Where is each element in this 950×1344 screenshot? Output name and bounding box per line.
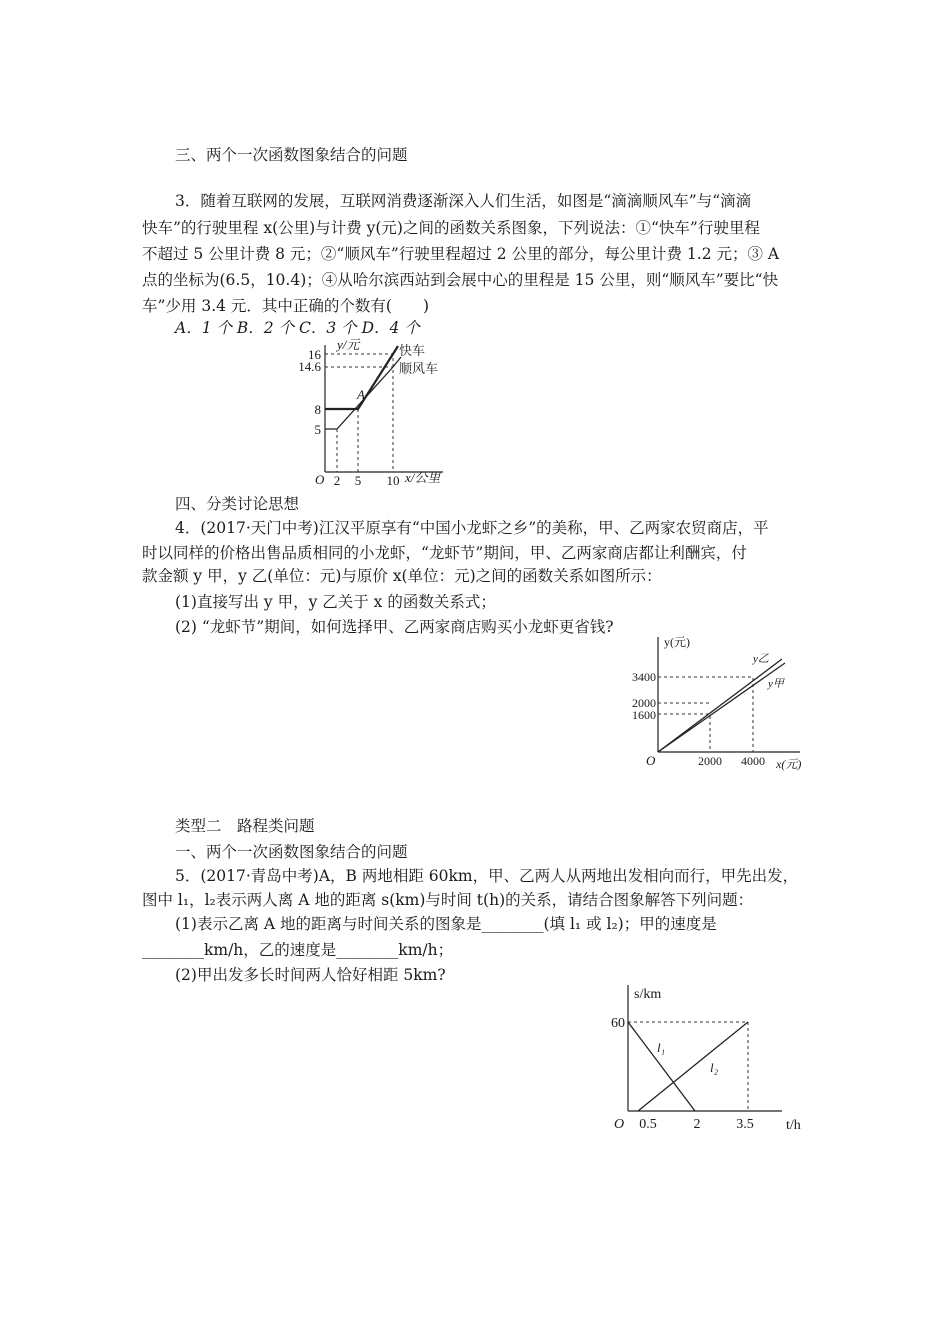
chart-distance-time	[600, 980, 820, 1140]
chart3-label-l1: l₁	[657, 1040, 666, 1055]
chart1-y-label: y/元	[337, 337, 360, 352]
chart3-x-tick: 2	[693, 1117, 701, 1132]
chart3-origin: O	[614, 1117, 625, 1132]
chart1-x-tick: 10	[386, 473, 400, 488]
chart3-x-tick: 0.5	[639, 1117, 657, 1132]
chart1-legend-fast: 快车	[399, 343, 426, 358]
q5-sub-2: (2)甲出发多长时间两人恰好相距 5km?	[175, 966, 446, 984]
chart1-y-tick: 16	[308, 347, 321, 362]
chart3-label-l2: l₂	[710, 1060, 719, 1075]
chart2-label-yi: y乙	[753, 653, 769, 665]
q4-line-3: 款金额 y 甲，y 乙(单位：元)与原价 x(单位：元)之间的函数关系如图所示：	[142, 567, 662, 585]
q4-sub-2: (2) “龙虾节”期间，如何选择甲、乙两家商店购买小龙虾更省钱?	[175, 618, 614, 636]
q3-line-5: 车”少用 3.4 元．其中正确的个数有( )	[142, 297, 430, 315]
q5-line-1: 5．(2017·青岛中考)A，B 两地相距 60km，甲、乙两人从两地出发相向而行，甲先出发，	[175, 867, 799, 885]
chart1-x-label: x/公里	[405, 470, 441, 485]
q3-line-2: 快车”的行驶里程 x(公里)与计费 y(元)之间的函数关系图象，下列说法：①“快车”行驶里程	[142, 219, 760, 237]
chart2-line-yi	[658, 659, 782, 752]
chart2-y-tick: 1600	[632, 708, 656, 722]
chart2-x-label: x(元)	[776, 757, 802, 771]
chart1-x-tick: 2	[333, 473, 341, 488]
chart1-origin: O	[315, 472, 325, 487]
chart3-guide-60	[628, 1022, 748, 1111]
chart2-line-jia	[658, 663, 785, 752]
chart2-y-label: y(元)	[664, 635, 690, 649]
chart1-y-tick: 8	[314, 402, 321, 417]
chart3-line-l2	[638, 1022, 748, 1111]
chart1-x-tick: 5	[354, 473, 362, 488]
q3-line-1: 3．随着互联网的发展，互联网消费逐渐深入人们生活，如图是“滴滴顺风车”与“滴滴	[175, 192, 752, 210]
chart2-label-jia: y甲	[768, 678, 784, 690]
q5-line-2: 图中 l₁，l₂表示两人离 A 地的距离 s(km)与时间 t(h)的关系，请结合图象解答下列问题：	[142, 891, 754, 909]
q5-sub-1a: (1)表示乙离 A 地的距离与时间关系的图象是________(填 l₁ 或 l₂)；甲的速度是	[175, 915, 717, 933]
chart3-y-tick: 60	[611, 1016, 625, 1031]
q3-options: A．1 个 B．2 个 C．3 个 D．4 个	[175, 319, 420, 337]
chart-taxi-fare	[298, 337, 455, 488]
q4-line-2: 时以同样的价格出售品质相同的小龙虾，“龙虾节”期间，甲、乙两家商店都让利酬宾，付	[142, 544, 747, 562]
chart3-x-tick: 3.5	[736, 1117, 754, 1132]
chart1-y-tick: 14.6	[298, 359, 321, 374]
chart3-x-label: t/h	[786, 1118, 801, 1133]
section-heading-4: 四、分类讨论思想	[175, 495, 300, 513]
chart2-x-tick: 2000	[698, 754, 722, 768]
chart2-origin: O	[646, 753, 656, 768]
q3-line-3: 不超过 5 公里计费 8 元；②“顺风车”行驶里程超过 2 公里的部分，每公里计费 1.2 元；③ A	[142, 245, 780, 263]
chart-crayfish-price	[620, 632, 820, 777]
chart2-x-tick: 4000	[741, 754, 765, 768]
chart3-line-l1	[628, 1022, 695, 1111]
chart2-y-tick: 2000	[632, 696, 656, 710]
q3-line-4: 点的坐标为(6.5，10.4)；④从哈尔滨西站到会展中心的里程是 15 公里，则“顺风车”要比“快	[142, 271, 779, 289]
q4-line-1: 4．(2017·天门中考)江汉平原享有“中国小龙虾之乡”的美称，甲、乙两家农贸商店，平	[175, 519, 769, 537]
chart1-legend-ride: 顺风车	[399, 361, 439, 376]
chart2-y-tick: 3400	[632, 670, 656, 684]
q4-sub-1: (1)直接写出 y 甲，y 乙关于 x 的函数关系式；	[175, 593, 496, 611]
q5-sub-1b: ________km/h，乙的速度是________km/h；	[142, 941, 454, 959]
chart3-y-label: s/km	[634, 987, 662, 1002]
section-heading-1: 一、两个一次函数图象结合的问题	[175, 843, 408, 861]
chart1-point-label: A	[357, 387, 365, 402]
chart1-y-tick: 5	[314, 422, 321, 437]
section-heading-3: 三、两个一次函数图象结合的问题	[175, 146, 408, 164]
type-heading: 类型二 路程类问题	[175, 817, 315, 835]
